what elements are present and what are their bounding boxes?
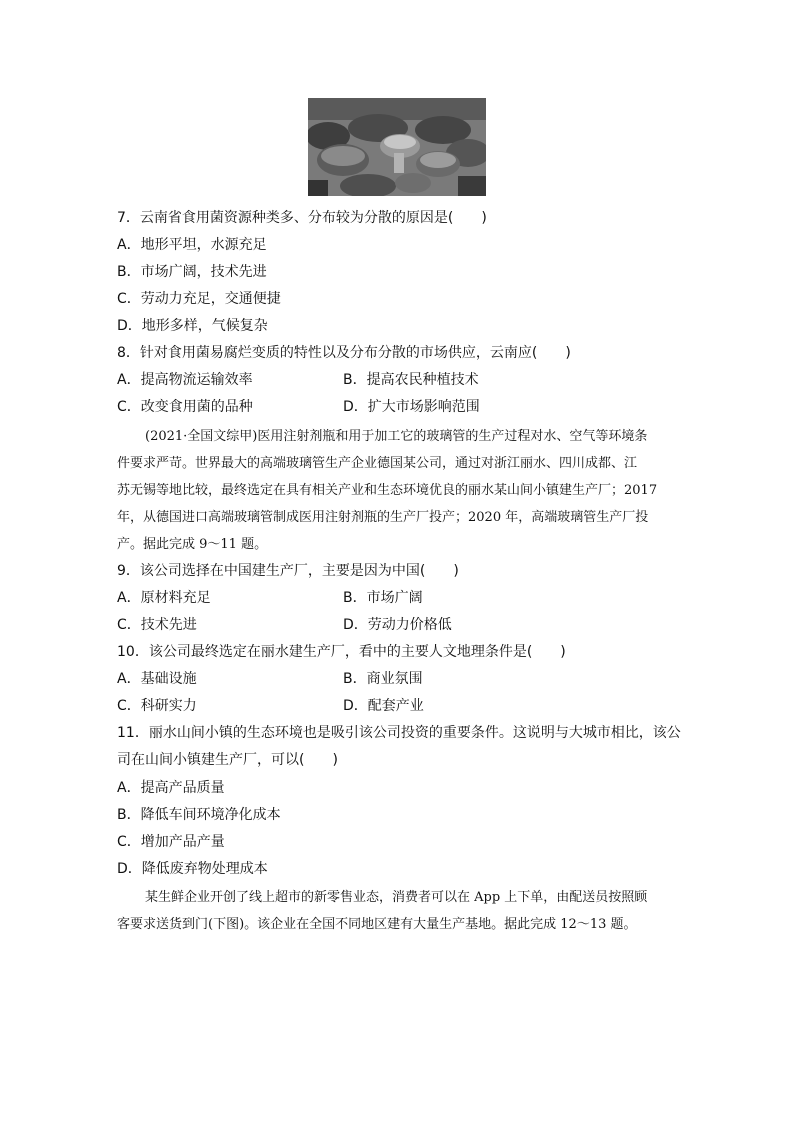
q9-option-c: C．技术先进 bbox=[117, 617, 197, 633]
passage2-line: 客要求送货到门(下图)。该企业在全国不同地区建有大量生产基地。据此完成 12～13 题。 bbox=[117, 917, 637, 932]
q7-option-b: B．市场广阔，技术先进 bbox=[117, 264, 267, 280]
q11-option-c: C．增加产品产量 bbox=[117, 834, 225, 850]
q11-option-d: D．降低废弃物处理成本 bbox=[117, 861, 268, 877]
q8-option-c: C．改变食用菌的品种 bbox=[117, 399, 253, 415]
mushroom-photo bbox=[308, 98, 486, 196]
passage-glass-tube bbox=[117, 423, 677, 558]
q9-option-a: A．原材料充足 bbox=[117, 590, 211, 606]
q8-stem: 8．针对食用菌易腐烂变质的特性以及分布分散的市场供应，云南应( ) bbox=[117, 345, 571, 361]
passage-fresh-food bbox=[117, 884, 677, 938]
q9-stem: 9．该公司选择在中国建生产厂，主要是因为中国( ) bbox=[117, 563, 459, 579]
q7-option-c: C．劳动力充足，交通便捷 bbox=[117, 291, 281, 307]
q7-option-a: A．地形平坦，水源充足 bbox=[117, 237, 267, 253]
q11-option-b: B．降低车间环境净化成本 bbox=[117, 807, 281, 823]
passage2-line: 某生鲜企业开创了线上超市的新零售业态，消费者可以在 App 上下单，由配送员按照顾 bbox=[145, 890, 648, 905]
q11-stem-line2: 司在山间小镇建生产厂，可以( ) bbox=[117, 752, 338, 768]
q10-stem: 10．该公司最终选定在丽水建生产厂，看中的主要人文地理条件是( ) bbox=[117, 644, 566, 660]
q9-option-d: D．劳动力价格低 bbox=[343, 617, 452, 633]
passage1-line: 年，从德国进口高端玻璃管制成医用注射剂瓶的生产厂投产；2020 年，高端玻璃管生产厂投 bbox=[117, 510, 649, 525]
q10-option-a: A．基础设施 bbox=[117, 671, 197, 687]
passage1-line: (2021·全国文综甲)医用注射剂瓶和用于加工它的玻璃管的生产过程对水、空气等环境条 bbox=[145, 429, 648, 444]
q8-option-d: D．扩大市场影响范围 bbox=[343, 399, 480, 415]
q8-option-b: B．提高农民种植技术 bbox=[343, 372, 479, 388]
passage1-line: 苏无锡等地比较，最终选定在具有相关产业和生态环境优良的丽水某山间小镇建生产厂；2017 bbox=[117, 483, 658, 498]
q10-option-b: B．商业氛围 bbox=[343, 671, 423, 687]
q11-stem-line1: 11．丽水山间小镇的生态环境也是吸引该公司投资的重要条件。这说明与大城市相比，该公 bbox=[117, 725, 681, 741]
q7-stem: 7．云南省食用菌资源种类多、分布较为分散的原因是( ) bbox=[117, 210, 487, 226]
q7-option-d: D．地形多样，气候复杂 bbox=[117, 318, 268, 334]
passage1-line: 件要求严苛。世界最大的高端玻璃管生产企业德国某公司，通过对浙江丽水、四川成都、江 bbox=[117, 456, 638, 471]
q10-option-c: C．科研实力 bbox=[117, 698, 197, 714]
q10-option-d: D．配套产业 bbox=[343, 698, 424, 714]
q11-option-a: A．提高产品质量 bbox=[117, 780, 225, 796]
q9-option-b: B．市场广阔 bbox=[343, 590, 423, 606]
passage1-line: 产。据此完成 9～11 题。 bbox=[117, 537, 268, 552]
q8-option-a: A．提高物流运输效率 bbox=[117, 372, 253, 388]
